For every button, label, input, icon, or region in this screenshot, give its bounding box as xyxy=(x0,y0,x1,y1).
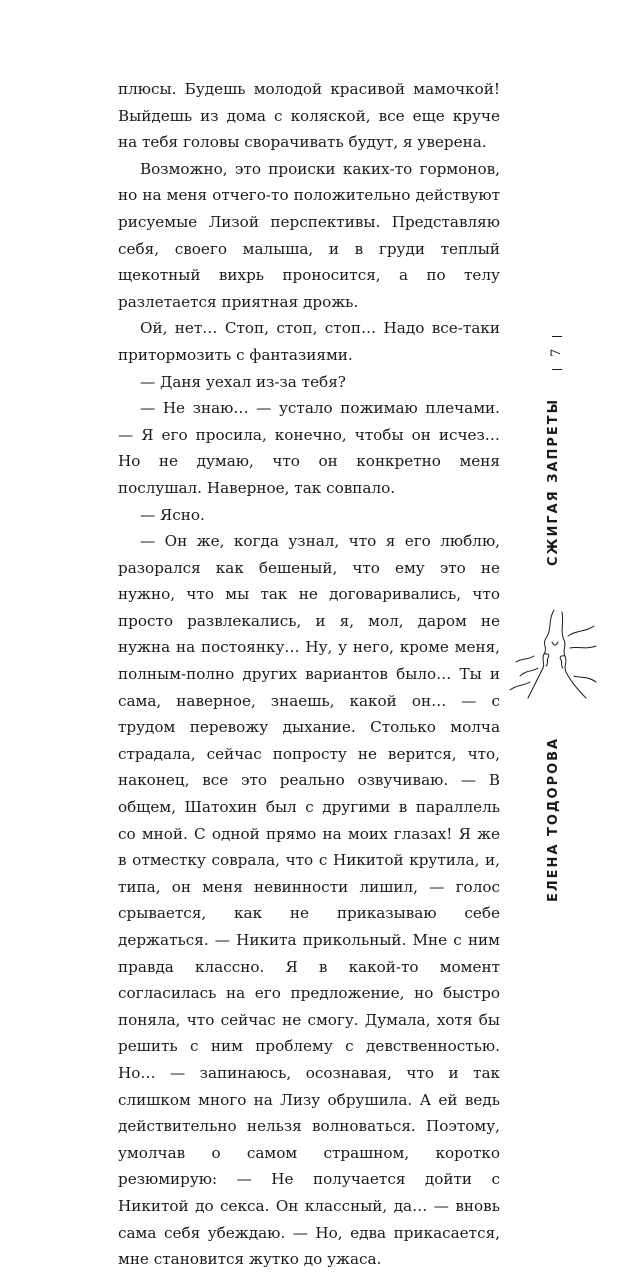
paragraph: плюсы. Будешь молодой красивой мамочкой! Выйдешь из дома с коляской, все еще круче на тебя головы сворачивать будут, я уверена. xyxy=(118,80,500,152)
paragraph: — Ясно. xyxy=(140,505,205,524)
page-number-marker xyxy=(549,336,565,370)
paragraph: — Он же, когда узнал, что я его люблю, разорался как бешеный, что ему это не нужно, что мы так не договаривались, что просто развлекались, и я, мол, даром не нужна на постоянку… Ну, у него, кроме меня, полным-полно других вариантов было… Ты и сама, наверное, знаешь, какой он… — с трудом перевожу дыхание. Столько молча страдала, сейчас попросту не верится, что, наконец, все это реально озвучиваю. — В общем, Шатохин был с другими в параллель со мной. С одной прямо на моих глазах! Я же в отместку соврала, что с Никитой крутила, и, типа, он меня невинности лишил, — голос срывается, как не приказываю себе держаться. — Никита прикольный. Мне с ним правда классно. Я в какой-то момент согласилась на его предложение, но быстро поняла, что сейчас не смогу. Думала, хотя бы решить с ним проблему с девственностью. Но… — запинаюсь, осознавая, что и так слишком много на Лизу обрушила. А ей ведь действительно нельзя волноваться. Поэтому, умолчав о самом страшном, коротко резюмирую: — Не получается дойти с Никитой до секса. Он классный, да… — вновь сама себя убеждаю. — Но, едва прикасается, мне становится жутко до ужаса. xyxy=(118,532,500,1269)
paragraph: — Даня уехал из-за тебя? xyxy=(140,372,346,391)
page-number-rule-top xyxy=(552,336,562,337)
paragraph: Возможно, это происки каких-то гормонов, но на меня отчего-то положительно действуют рисуемые Лизой перспективы. Представляю себя, своего малыша, и в груди теплый щекотный вихрь проносится, а по телу разлетается приятная дрожь. xyxy=(118,159,500,311)
body-text xyxy=(118,76,500,1273)
page-number-rule-bottom xyxy=(552,369,562,370)
running-head-series-title: СЖИГАЯ ЗАПРЕТЫ xyxy=(546,397,561,567)
paragraph: Ой, нет… Стоп, стоп, стоп… Надо все-таки притормозить с фантазиями. xyxy=(118,319,500,364)
running-head-author: ЕЛЕНА ТОДОРОВА xyxy=(546,736,561,902)
page-number: 7 xyxy=(549,348,564,358)
paragraph: — Не знаю… — устало пожимаю плечами. — Я его просила, конечно, чтобы он исчез… Но не думаю, что он конкретно меня послушал. Наверное, так совпало. xyxy=(118,399,500,497)
kissing-faces-line-art-icon xyxy=(508,606,600,702)
